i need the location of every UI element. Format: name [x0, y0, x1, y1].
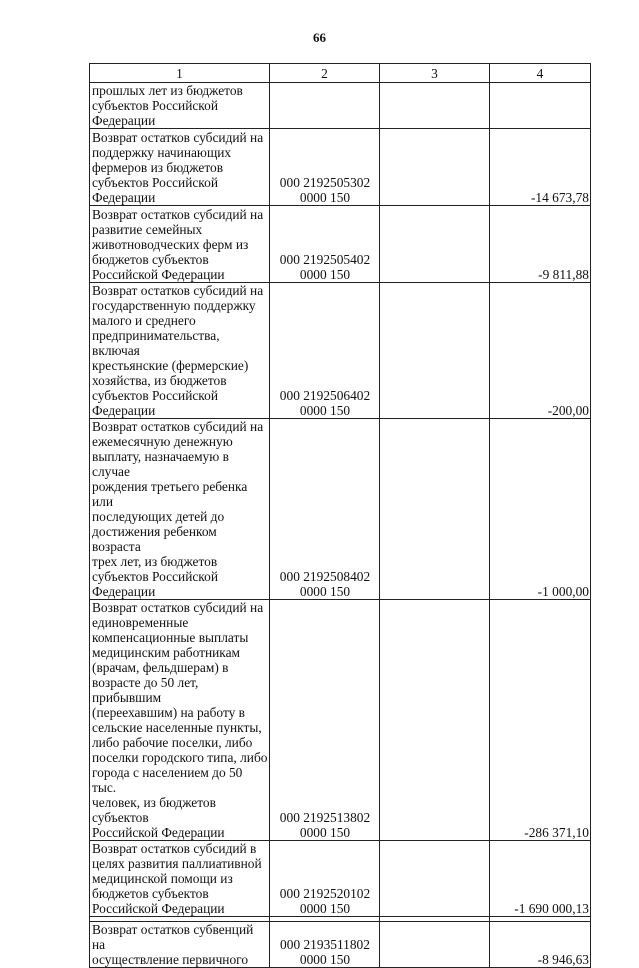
item-name: Возврат остатков субсидий на государственную поддержку малого и среднего предпринимательства, включая крестьянские (фермерские) хозяйства, из бюджетов субъектов Российской Федерации	[92, 283, 264, 418]
item-name: Возврат остатков субсидий на поддержку начинающих фермеров из бюджетов субъектов Российской Федерации	[92, 130, 264, 205]
table-row	[90, 419, 591, 600]
budget-code-cell: 000 2192505302 0000 150	[270, 129, 380, 206]
amount-cell: -200,00	[490, 283, 591, 419]
budget-table	[89, 63, 591, 968]
item-name: прошлых лет из бюджетов субъектов Российской Федерации	[92, 83, 243, 128]
budget-code-cell: 000 2192508402 0000 150	[270, 419, 380, 600]
amount-cell: -1 690 000,13	[490, 841, 591, 917]
amount-cell	[490, 83, 591, 129]
column-3-cell	[380, 206, 490, 283]
amount-cell: -8 946,63	[490, 922, 591, 968]
amount-cell: -1 000,00	[490, 419, 591, 600]
column-3-cell	[380, 129, 490, 206]
table-row	[90, 283, 591, 419]
item-name: Возврат остатков субвенций на осуществление первичного	[92, 922, 254, 967]
column-header-3: 3	[380, 64, 490, 83]
column-3-cell	[380, 922, 490, 968]
amount-cell: -14 673,78	[490, 129, 591, 206]
amount-cell: -286 371,10	[490, 600, 591, 841]
item-name-cell	[90, 129, 270, 206]
item-name-cell	[90, 841, 270, 917]
table-row	[90, 922, 591, 968]
page-number: 66	[313, 30, 326, 45]
item-name: Возврат остатков субсидий на ежемесячную денежную выплату, назначаемую в случае рождения третьего ребенка или последующих детей до достижения ребенком возраста трех лет, из бюджетов субъектов Российской Федерации	[92, 419, 264, 599]
table-row	[90, 129, 591, 206]
column-3-cell	[380, 283, 490, 419]
column-header-2: 2	[270, 64, 380, 83]
table-row	[90, 206, 591, 283]
column-3-cell	[380, 83, 490, 129]
item-name: Возврат остатков субсидий на развитие семейных животноводческих ферм из бюджетов субъектов Российской Федерации	[92, 207, 264, 282]
table-row	[90, 600, 591, 841]
column-header-1: 1	[90, 64, 270, 83]
item-name-cell	[90, 283, 270, 419]
amount-cell: -9 811,88	[490, 206, 591, 283]
budget-code-cell	[270, 83, 380, 129]
item-name-cell	[90, 922, 270, 968]
header-row	[90, 64, 591, 83]
item-name-cell	[90, 206, 270, 283]
budget-code-cell: 000 2192506402 0000 150	[270, 283, 380, 419]
item-name: Возврат остатков субсидий на единовременные компенсационные выплаты медицинским работникам (врачам, фельдшерам) в возрасте до 50 лет, прибывшим (переехавшим) на работу в сельские населенные пункты, либо рабочие поселки, либо поселки городского типа, либо города с населением до 50 тыс. человек, из бюджетов субъектов Российской Федерации	[92, 600, 268, 840]
column-3-cell	[380, 419, 490, 600]
budget-code-cell: 000 2193511802 0000 150	[270, 922, 380, 968]
budget-code-cell: 000 2192520102 0000 150	[270, 841, 380, 917]
table-row	[90, 83, 591, 129]
budget-code-cell: 000 2192513802 0000 150	[270, 600, 380, 841]
column-3-cell	[380, 600, 490, 841]
item-name-cell	[90, 600, 270, 841]
item-name: Возврат остатков субсидий в целях развития паллиативной медицинской помощи из бюджетов субъектов Российской Федерации	[92, 841, 262, 916]
budget-code-cell: 000 2192505402 0000 150	[270, 206, 380, 283]
column-header-4: 4	[490, 64, 591, 83]
item-name-cell	[90, 419, 270, 600]
column-3-cell	[380, 841, 490, 917]
item-name-cell	[90, 83, 270, 129]
table-row	[90, 841, 591, 917]
